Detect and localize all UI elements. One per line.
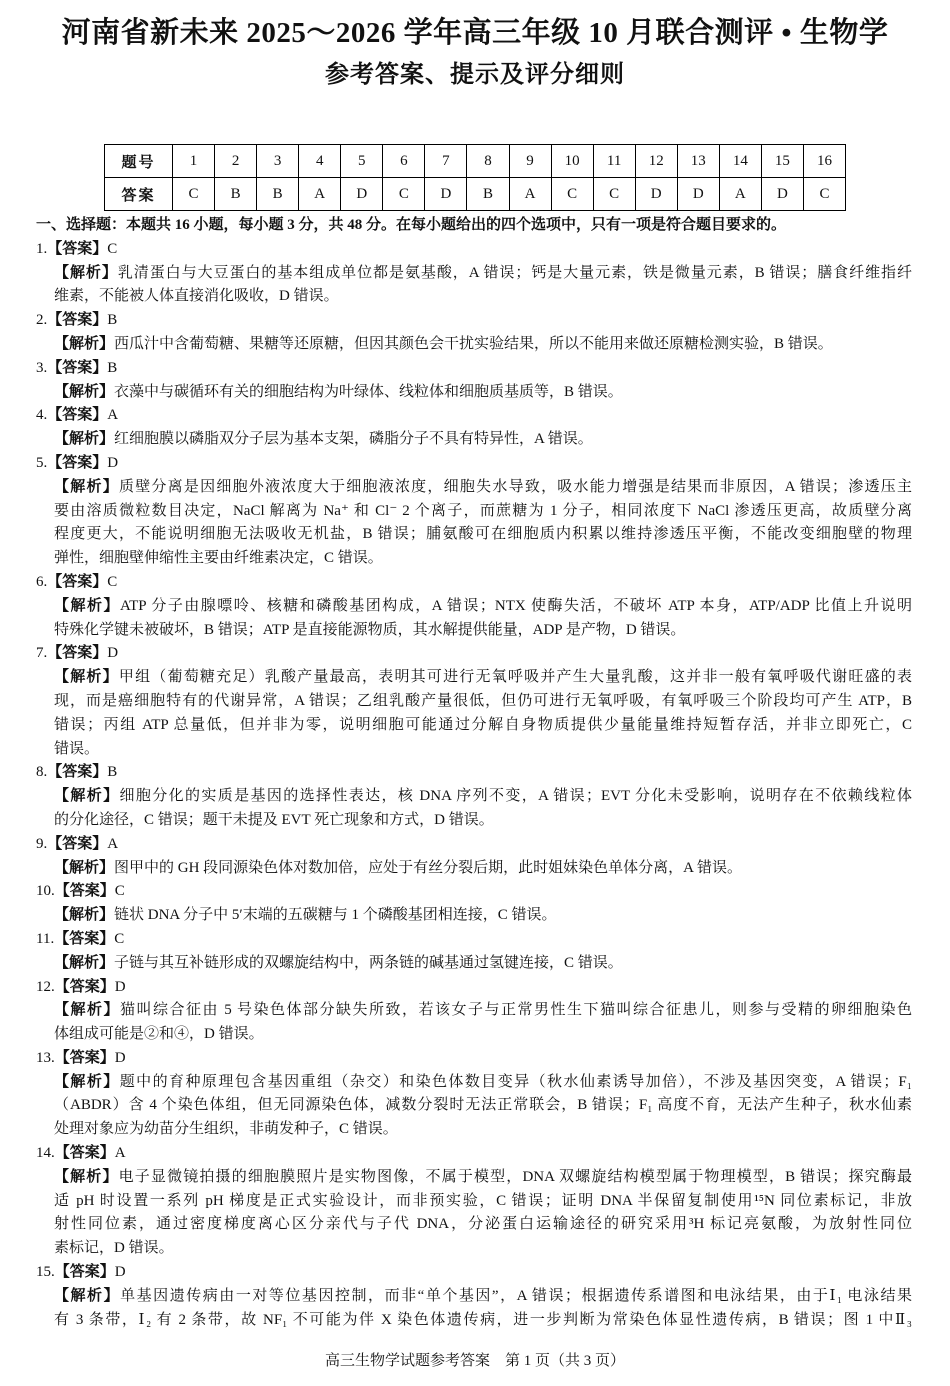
answer-line — [0, 642, 950, 666]
answer-cell: B — [257, 178, 299, 211]
analysis-text: ATP 分子由腺嘌呤、核糖和磷酸基团构成，A 错误；NTX 使酶失活，不破坏 ATP 本身，ATP/ADP 比值上升说明 — [119, 597, 912, 614]
question-number-cell: 13 — [677, 145, 719, 178]
analysis-text: 要由溶质微粒数目决定，NaCl 解离为 Na⁺ 和 Cl⁻ 2 个离子，而蔗糖为 1 分子，相同浓度下 NaCl 渗透压更高，故质壁分离 — [54, 502, 912, 519]
document-title: 河南省新未来 2025～2026 学年高三年级 10 月联合测评 • 生物学 — [61, 17, 889, 49]
analysis-label: 【解析】 — [54, 1168, 119, 1185]
analysis-line — [54, 999, 912, 1023]
analysis-label: 【解析】 — [54, 383, 115, 400]
answer-label: 【答案】 — [54, 883, 115, 900]
answer-line — [0, 238, 950, 262]
analysis-line — [54, 500, 912, 524]
answer-row-label: 答案 — [105, 178, 173, 211]
analysis-text: 质壁分离是因细胞外液浓度大于细胞液浓度，细胞失水导致，吸水能力增强是结果而非原因，A 错误；渗透压主 — [118, 478, 912, 495]
item-number: 1. — [36, 240, 48, 257]
analysis-label: 【解析】 — [54, 669, 119, 686]
analysis-text: 适 pH 时设置一系列 pH 梯度是正式实验设计，而非预实验，C 错误；证明 DNA 半保留复制使用¹⁵N 同位素标记，非放 — [54, 1192, 912, 1209]
analysis-text: 图甲中的 GH 段同源染色体对数加倍，应处于有丝分裂后期，此时姐妹染色单体分离，A 错误。 — [114, 859, 742, 876]
item-number: 6. — [36, 573, 48, 590]
analysis-text: 子链与其互补链形成的双螺旋结构中，两条链的碱基通过氢键连接，C 错误。 — [114, 954, 623, 971]
answer-cell: D — [635, 178, 677, 211]
answer-line — [0, 880, 950, 904]
answer-item — [0, 833, 950, 881]
analysis-line — [54, 952, 912, 976]
analysis-line — [54, 1023, 912, 1047]
answer-line — [0, 1047, 950, 1071]
answer-label: 【答案】 — [54, 1264, 115, 1281]
answer-choice: D — [114, 978, 126, 995]
answer-label: 【答案】 — [47, 407, 108, 424]
analysis-text: 衣藻中与碳循环有关的细胞结构为叶绿体、线粒体和细胞质基质等，B 错误。 — [114, 383, 623, 400]
answer-label: 【答案】 — [47, 645, 108, 662]
answer-choice: B — [107, 764, 118, 781]
analysis-text: 错误。 — [54, 740, 100, 757]
answer-label: 【答案】 — [47, 454, 108, 471]
analysis-text: 现，而是癌细胞特有的代谢异常，A 错误；乙组乳酸产量很低，但仍可进行无氧呼吸，有氧呼吸三个阶段均可产生 ATP，B — [54, 692, 912, 709]
answer-cell: C — [593, 178, 635, 211]
question-number-cell: 6 — [383, 145, 425, 178]
analysis-label: 【解析】 — [54, 478, 119, 495]
answer-line — [0, 309, 950, 333]
answer-choice: D — [114, 1049, 126, 1066]
analysis-label: 【解析】 — [54, 1287, 121, 1304]
item-number: 2. — [36, 312, 48, 329]
answer-cell: B — [215, 178, 257, 211]
analysis-text: （ABDR）含 4 个染色体组，但无同源染色体，减数分裂时无法正常联会，B 错误；F₁ 高度不育，无法产生种子，秋水仙素 — [54, 1097, 912, 1114]
item-number: 3. — [36, 359, 48, 376]
answer-choice: C — [114, 883, 125, 900]
question-number-cell: 8 — [467, 145, 509, 178]
analysis-label: 【解析】 — [54, 335, 115, 352]
analysis-line — [54, 857, 912, 881]
analysis-label: 【解析】 — [54, 1002, 120, 1019]
answer-item — [0, 452, 950, 571]
answer-choice: B — [107, 312, 118, 329]
analysis-line — [54, 476, 912, 500]
document-subtitle: 参考答案、提示及评分细则 — [325, 62, 625, 88]
answer-row — [105, 178, 846, 211]
analysis-line — [54, 428, 912, 452]
answer-line — [0, 1261, 950, 1285]
analysis-label: 【解析】 — [54, 1073, 120, 1090]
analysis-text: 猫叫综合征由 5 号染色体部分缺失所致，若该女子与正常男性生下猫叫综合征患儿，则参与受精的卵细胞染色 — [120, 1002, 912, 1019]
analysis-line — [54, 785, 912, 809]
analysis-line — [54, 1094, 912, 1118]
answer-item — [0, 309, 950, 357]
analysis-label: 【解析】 — [54, 431, 115, 448]
answer-item — [0, 761, 950, 832]
answer-item — [0, 357, 950, 405]
analysis-text: 射性同位素，通过密度梯度离心区分亲代与子代 DNA，分泌蛋白运输途径的研究采用³H 标记亮氨酸，为放射性同位 — [54, 1216, 912, 1233]
analysis-line — [54, 690, 912, 714]
answer-item — [0, 1047, 950, 1142]
analysis-text: 有 3 条带，Ⅰ₂ 有 2 条带，故 NF₁ 不可能为伴 X 染色体遗传病，进一步判断为常染色体显性遗传病，B 错误；图 1 中Ⅱ₃ — [54, 1311, 912, 1328]
answer-item — [0, 880, 950, 928]
answer-cell: A — [719, 178, 761, 211]
analysis-text: 西瓜汁中含葡萄糖、果糖等还原糖，但因其颜色会干扰实验结果，所以不能用来做还原糖检测实验，B 错误。 — [114, 335, 833, 352]
section-heading: 一、选择题：本题共 16 小题，每小题 3 分，共 48 分。在每小题给出的四个选项中，只有一项是符合题目要求的。 — [36, 217, 787, 233]
analysis-text: 体组成可能是②和④，D 错误。 — [54, 1026, 264, 1043]
answer-label: 【答案】 — [47, 835, 108, 852]
analysis-text: 电子显微镜拍摄的细胞膜照片是实物图像，不属于模型，DNA 双螺旋结构模型属于物理模型，B 错误；探究酶最 — [118, 1168, 912, 1185]
analysis-text: 特殊化学键未被破坏，B 错误；ATP 是直接能源物质，其水解提供能量，ADP 是产物，D 错误。 — [54, 621, 686, 638]
answer-item — [0, 642, 950, 761]
question-number-cell: 16 — [803, 145, 845, 178]
analysis-line — [54, 619, 912, 643]
answer-item — [0, 928, 950, 976]
answer-choice: A — [114, 1145, 126, 1162]
analysis-text: 红细胞膜以磷脂双分子层为基本支架，磷脂分子不具有特异性，A 错误。 — [114, 431, 593, 448]
answer-label: 【答案】 — [47, 764, 108, 781]
analysis-line — [54, 714, 912, 738]
answer-cell: D — [341, 178, 383, 211]
answer-line — [0, 761, 950, 785]
answer-choice: A — [107, 407, 119, 424]
analysis-line — [54, 666, 912, 690]
analysis-text: 程度更大，不能说明细胞无法吸收无机盐，B 错误；脯氨酸可在细胞质内积累以维持渗透压平衡，不能改变细胞壁的物理 — [54, 526, 912, 543]
answer-cell: D — [761, 178, 803, 211]
question-number-cell: 2 — [215, 145, 257, 178]
analysis-line — [54, 1213, 912, 1237]
question-number-cell: 1 — [173, 145, 215, 178]
answer-line — [0, 928, 950, 952]
answer-line — [0, 452, 950, 476]
question-number-cell: 14 — [719, 145, 761, 178]
analysis-label: 【解析】 — [54, 954, 115, 971]
item-number: 8. — [36, 764, 48, 781]
answer-item — [0, 1261, 950, 1332]
answer-key-table — [104, 144, 846, 211]
analysis-line — [54, 809, 912, 833]
question-number-cell: 5 — [341, 145, 383, 178]
question-number-cell: 3 — [257, 145, 299, 178]
answer-item — [0, 976, 950, 1047]
question-number-cell: 10 — [551, 145, 593, 178]
analysis-label: 【解析】 — [54, 788, 120, 805]
answer-cell: A — [299, 178, 341, 211]
analysis-text: 甲组（葡萄糖充足）乳酸产量最高，表明其可进行无氧呼吸并产生大量乳酸，这并非一般有氧呼吸代谢旺盛的表 — [118, 669, 912, 686]
answer-label: 【答案】 — [54, 1145, 115, 1162]
item-number: 10. — [36, 883, 55, 900]
analysis-line — [54, 738, 912, 762]
analysis-line — [54, 904, 912, 928]
analysis-line — [54, 262, 912, 286]
answer-item-list — [0, 238, 950, 1333]
question-number-cell: 9 — [509, 145, 551, 178]
analysis-text: 错误；丙组 ATP 总量低，但并非为零，说明细胞可能通过分解自身物质提供少量能量维持短暂存活，并非立即死亡，C — [54, 716, 912, 733]
analysis-text: 素标记，D 错误。 — [54, 1240, 174, 1257]
analysis-line — [54, 1190, 912, 1214]
analysis-text: 单基因遗传病由一对等位基因控制，而非“单个基因”，A 错误；根据遗传系谱图和电泳结果，由于Ⅰ₁ 电泳结果 — [120, 1287, 912, 1304]
analysis-line — [54, 523, 912, 547]
item-number: 13. — [36, 1049, 55, 1066]
analysis-text: 弹性，细胞壁伸缩性主要由纤维素决定，C 错误。 — [54, 550, 383, 567]
analysis-text: 乳清蛋白与大豆蛋白的基本组成单位都是氨基酸，A 错误；钙是大量元素，铁是微量元素，B 错误；膳食纤维指纤 — [117, 264, 912, 281]
analysis-line — [54, 333, 912, 357]
answer-choice: A — [107, 835, 119, 852]
analysis-line — [54, 595, 912, 619]
answer-choice: D — [114, 1264, 126, 1281]
item-number: 12. — [36, 978, 55, 995]
answer-label: 【答案】 — [47, 312, 108, 329]
answer-cell: A — [509, 178, 551, 211]
analysis-text: 题中的育种原理包含基因重组（杂交）和染色体数目变异（秋水仙素诱导加倍），不涉及基因突变，A 错误；F₁ — [119, 1073, 912, 1090]
answer-cell: C — [551, 178, 593, 211]
answer-cell: C — [383, 178, 425, 211]
analysis-line — [54, 1237, 912, 1261]
answer-explanations — [0, 214, 950, 1332]
answer-item — [0, 1142, 950, 1261]
analysis-line — [54, 1285, 912, 1309]
analysis-line — [54, 1166, 912, 1190]
analysis-line — [54, 381, 912, 405]
question-number-row — [105, 145, 846, 178]
item-number: 5. — [36, 454, 48, 471]
analysis-label: 【解析】 — [54, 264, 118, 281]
question-number-cell: 4 — [299, 145, 341, 178]
item-number: 15. — [36, 1264, 55, 1281]
analysis-text: 细胞分化的实质是基因的选择性表达，核 DNA 序列不变，A 错误；EVT 分化未受影响，说明存在不依赖线粒体 — [119, 788, 912, 805]
item-number: 11. — [36, 930, 55, 947]
question-number-cell: 7 — [425, 145, 467, 178]
answer-line — [0, 976, 950, 1000]
answer-label: 【答案】 — [47, 240, 108, 257]
answer-choice: C — [114, 930, 125, 947]
answer-item — [0, 404, 950, 452]
question-number-cell: 12 — [635, 145, 677, 178]
analysis-text: 链状 DNA 分子中 5′末端的五碳糖与 1 个磷酸基团相连接，C 错误。 — [114, 907, 557, 924]
answer-choice: B — [107, 359, 118, 376]
analysis-label: 【解析】 — [54, 907, 115, 924]
analysis-line — [54, 1309, 912, 1333]
item-number: 4. — [36, 407, 48, 424]
answer-choice: C — [107, 573, 118, 590]
question-row-label: 题号 — [105, 145, 173, 178]
answer-item — [0, 571, 950, 642]
analysis-text: 维素，不能被人体直接消化吸收，D 错误。 — [54, 288, 339, 305]
analysis-text: 的分化途径，C 错误；题干未提及 EVT 死亡现象和方式，D 错误。 — [54, 811, 494, 828]
answer-line — [0, 1142, 950, 1166]
page-footer: 高三生物学试题参考答案 第 1 页（共 3 页） — [324, 1353, 625, 1369]
answer-cell: C — [803, 178, 845, 211]
answer-cell: D — [425, 178, 467, 211]
item-number: 9. — [36, 835, 48, 852]
analysis-line — [54, 547, 912, 571]
answer-label: 【答案】 — [47, 573, 108, 590]
answer-label: 【答案】 — [47, 359, 108, 376]
answer-cell: B — [467, 178, 509, 211]
answer-choice: C — [107, 240, 118, 257]
analysis-line — [54, 285, 912, 309]
question-number-cell: 11 — [593, 145, 635, 178]
answer-choice: D — [107, 645, 119, 662]
answer-label: 【答案】 — [54, 978, 115, 995]
analysis-label: 【解析】 — [54, 859, 115, 876]
answer-line — [0, 571, 950, 595]
answer-line — [0, 404, 950, 428]
analysis-line — [54, 1118, 912, 1142]
answer-item — [0, 238, 950, 309]
question-number-cell: 15 — [761, 145, 803, 178]
answer-line — [0, 357, 950, 381]
answer-cell: D — [677, 178, 719, 211]
analysis-text: 处理对象应为幼苗分生组织，非萌发种子，C 错误。 — [54, 1121, 398, 1138]
answer-line — [0, 833, 950, 857]
analysis-line — [54, 1071, 912, 1095]
answer-label: 【答案】 — [54, 930, 115, 947]
answer-choice: D — [107, 454, 119, 471]
analysis-label: 【解析】 — [54, 597, 120, 614]
item-number: 7. — [36, 645, 48, 662]
item-number: 14. — [36, 1145, 55, 1162]
answer-cell: C — [173, 178, 215, 211]
answer-label: 【答案】 — [54, 1049, 115, 1066]
